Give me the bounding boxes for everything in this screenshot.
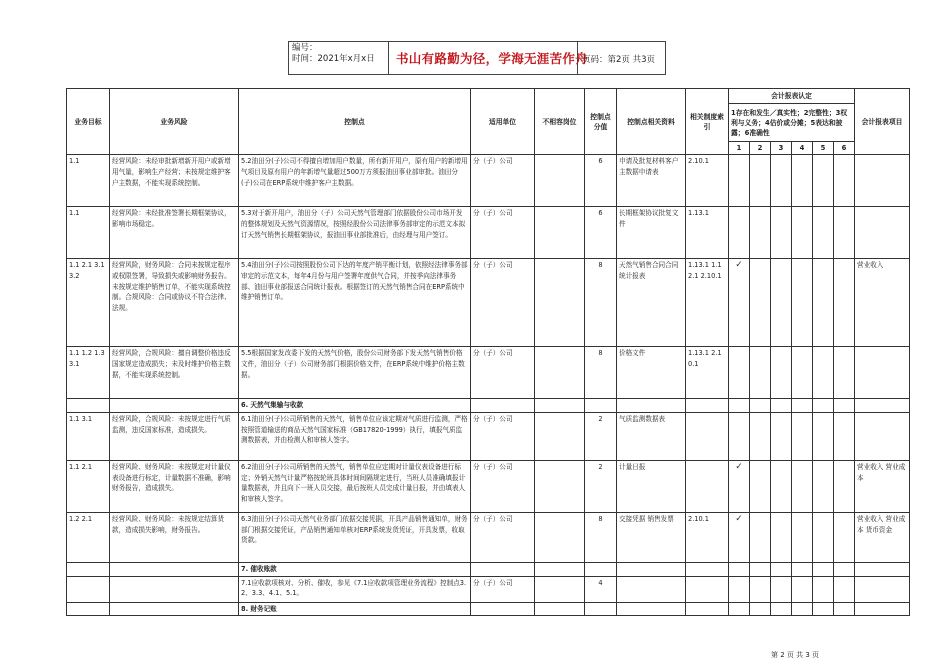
unit-cell: 分（子）公司 <box>471 412 535 460</box>
index-cell: 1.13.1 1.12.1 2.10.1 <box>686 259 729 347</box>
col-control-header: 控制点 <box>239 89 471 155</box>
motto-text: 书山有路勤为径，学海无涯苦作舟 <box>396 51 589 66</box>
assertion-description: 1存在和发生／真实性；2完整性；3权利与义务；4估价或分摊；5表达和披露；6准确性 <box>729 104 855 142</box>
control-cell: 5.2油田分(子)公司不得擅自增加用户数量，所有新开用户，原有用户的新增用气项目及原有用户的年新增气量超过500万方须报油田事业部审批。油田分(子)公司在ERP系统中维护客户主数据。 <box>239 155 471 207</box>
incompatible-cell <box>535 347 585 399</box>
assertion-cell <box>834 512 855 562</box>
unit-cell: 分（子）公司 <box>471 207 535 259</box>
col-unit-header: 适用单位 <box>471 89 535 155</box>
assertion-cell <box>834 347 855 399</box>
table-row <box>67 207 910 259</box>
control-cell: 5.3对于新开用户，油田分（子）公司天然气管理部门依据股份公司市场开发的整体规划及天然气资源情况，按照经股份公司法律事务部审定的示范文本拟订天然气销售长期框架协议，报油田事业部批准后，由经理与用户签订。 <box>239 207 471 259</box>
header-row <box>67 89 910 104</box>
report-items-cell: 营业收入 <box>855 259 910 347</box>
index-cell <box>686 460 729 512</box>
table-row <box>67 412 910 460</box>
assertion-col-2: 2 <box>750 142 771 155</box>
assertion-cell <box>813 207 834 259</box>
goal-cell: 1.1 <box>67 207 110 259</box>
assertion-cell <box>792 347 813 399</box>
assertion-cell <box>792 259 813 347</box>
report-items-cell <box>855 412 910 460</box>
index-cell <box>686 412 729 460</box>
unit-cell: 分（子）公司 <box>471 460 535 512</box>
table-row <box>67 460 910 512</box>
goal-cell: 1.1 1.2 1.3 3.1 <box>67 347 110 399</box>
risk-cell: 经营风险：未经审批新增新开用户或新增用气量，影响生产经营；未按规定维护客户主数据，不能实现系统控制。 <box>110 155 239 207</box>
assertion-cell <box>813 512 834 562</box>
report-items-cell: 营业收入 营业成本 <box>855 460 910 512</box>
assertion-cell <box>792 155 813 207</box>
assertion-col-4: 4 <box>792 142 813 155</box>
goal-cell: 1.1 <box>67 155 110 207</box>
section-row <box>67 602 910 616</box>
incompatible-cell <box>535 460 585 512</box>
section-row <box>67 562 910 576</box>
risk-cell: 经营风险，财务风险：合同未按规定程序或权限签署，导致损失或影响财务报告。未按规定维护销售订单，不能实现系统控制。合规风险：合同或协议不符合法律、法规。 <box>110 259 239 347</box>
control-cell: 7.1应收款项核对、分析、催收，参见《7.1应收款项管理业务流程》控制点3.2、3.3、4.1、5.1。 <box>239 576 471 602</box>
header-meta <box>292 43 375 65</box>
table-row <box>67 512 910 562</box>
assertion-cell <box>813 347 834 399</box>
assertion-cell <box>771 512 792 562</box>
assertion-cell <box>729 412 750 460</box>
report-items-cell: 营业收入 营业成本 货币资金 <box>855 512 910 562</box>
assertion-cell <box>792 512 813 562</box>
assertion-cell <box>834 460 855 512</box>
assertion-cell <box>729 207 750 259</box>
docs-cell: 价格文件 <box>617 347 686 399</box>
report-items-cell <box>855 207 910 259</box>
assertion-title: 会计报表认定 <box>729 89 855 104</box>
page-footer: 第 2 页 共 3 页 <box>771 651 820 659</box>
docs-cell: 天然气销售合同合同统计报表 <box>617 259 686 347</box>
score-cell: 6 <box>585 155 617 207</box>
risk-cell: 经营风险、财务风险：未按规定对计量仪表设备进行标定，计量数据不准确，影响财务报告，造成损失。 <box>110 460 239 512</box>
section-title: 8. 财务记账 <box>239 602 471 616</box>
assertion-cell <box>750 155 771 207</box>
col-index-header: 相关制度索引 <box>686 89 729 155</box>
unit-cell: 分（子）公司 <box>471 347 535 399</box>
assertion-cell <box>792 460 813 512</box>
assertion-cell <box>771 460 792 512</box>
unit-cell: 分（子）公司 <box>471 259 535 347</box>
col-incompatible-header: 不相容岗位 <box>535 89 585 155</box>
assertion-cell <box>771 155 792 207</box>
incompatible-cell <box>535 576 585 602</box>
table-row <box>67 259 910 347</box>
assertion-cell <box>792 207 813 259</box>
assertion-cell <box>834 259 855 347</box>
score-cell: 2 <box>585 460 617 512</box>
assertion-col-3: 3 <box>771 142 792 155</box>
col-docs-header: 控制点相关资料 <box>617 89 686 155</box>
assertion-col-1: 1 <box>729 142 750 155</box>
docs-cell: 长期框架协议批复文件 <box>617 207 686 259</box>
docs-cell: 申请及批复材料客户主数据申请表 <box>617 155 686 207</box>
assertion-cell <box>750 207 771 259</box>
incompatible-cell <box>535 412 585 460</box>
control-cell: 6.1油田分(子)公司所销售的天然气，销售单位应该定期对气质进行监测，严格按照管道输送的商品天然气国家标准（GB17820-1999）执行，填报气质监测数据表，并由检测人和审核人签字。 <box>239 412 471 460</box>
table-row <box>67 576 910 602</box>
check-mark: ✓ <box>735 513 743 524</box>
section-title: 6. 天然气集输与收款 <box>239 399 471 413</box>
index-cell: 1.13.1 2.10.1 <box>686 347 729 399</box>
table-row <box>67 347 910 399</box>
risk-cell: 经营风险、财务风险：未按规定结算货款，造成损失影响，财务报告。 <box>110 512 239 562</box>
docs-cell: 计量日报 <box>617 460 686 512</box>
assertion-cell <box>771 259 792 347</box>
check-mark: ✓ <box>735 461 743 472</box>
incompatible-cell <box>535 512 585 562</box>
score-cell: 8 <box>585 512 617 562</box>
assertion-col-6: 6 <box>834 142 855 155</box>
assertion-cell <box>729 259 750 347</box>
assertion-col-5: 5 <box>813 142 834 155</box>
unit-cell: 分（子）公司 <box>471 512 535 562</box>
assertion-cell <box>729 347 750 399</box>
page-indicator: 页码：第2页 共3页 <box>582 55 656 65</box>
score-cell: 8 <box>585 259 617 347</box>
assertion-cell <box>750 412 771 460</box>
score-cell: 2 <box>585 412 617 460</box>
risk-cell: 经营风险，合规风险：擅自调整价格违反国家规定造成损失；未及时维护价格主数据，不能实现系统控制。 <box>110 347 239 399</box>
control-cell: 5.5根据国家发改委下发的天然气价格，股份公司财务部下发天然气销售价格文件，油田分（子）公司财务部门根据价格文件，在ERP系统中维护价格主数据。 <box>239 347 471 399</box>
index-cell: 1.13.1 <box>686 207 729 259</box>
docs-cell: 交接凭据 销售发票 <box>617 512 686 562</box>
assertion-cell <box>771 347 792 399</box>
check-mark: ✓ <box>735 260 743 270</box>
assertion-cell <box>834 155 855 207</box>
incompatible-cell <box>535 155 585 207</box>
goal-cell: 1.1 2.1 3.1 3.2 <box>67 259 110 347</box>
table-row <box>67 155 910 207</box>
incompatible-cell <box>535 259 585 347</box>
header-divider <box>388 41 389 75</box>
goal-cell: 1.1 3.1 <box>67 412 110 460</box>
col-risk-header: 业务风险 <box>110 89 239 155</box>
assertion-cell <box>750 347 771 399</box>
assertion-cell <box>792 412 813 460</box>
unit-cell: 分（子）公司 <box>471 576 535 602</box>
goal-cell: 1.2 2.1 <box>67 512 110 562</box>
assertion-cell <box>813 460 834 512</box>
assertion-cell <box>813 155 834 207</box>
unit-cell: 分（子）公司 <box>471 155 535 207</box>
assertion-cell <box>834 412 855 460</box>
assertion-cell <box>813 412 834 460</box>
index-cell: 2.10.1 <box>686 512 729 562</box>
assertion-cell <box>729 460 750 512</box>
assertion-cell <box>813 259 834 347</box>
control-cell: 6.2油田分(子)公司所销售的天然气，销售单位应定期对计量仪表设备进行标定；外销天然气计量严格按轮班具体时间间隔规定进行，当班人员准确填报计量数据表，并且向下一班人员交接，最后按班人员完成计量日报，并由填表人和审核人签字。 <box>239 460 471 512</box>
report-items-cell <box>855 155 910 207</box>
col-score-header: 控制点分值 <box>585 89 617 155</box>
score-cell: 6 <box>585 207 617 259</box>
index-cell: 2.10.1 <box>686 155 729 207</box>
assertion-cell <box>771 207 792 259</box>
risk-cell: 经营风险：未经批准签署长期框架协议，影响市场稳定。 <box>110 207 239 259</box>
control-cell: 6.3油田分(子)公司天然气业务部门依据交接凭据，开具产品销售通知单，财务部门根据交接凭证，产品销售通知单核对ERP系统发货凭证，开具发票，收取货款。 <box>239 512 471 562</box>
assertion-cell <box>750 460 771 512</box>
assertion-cell <box>771 412 792 460</box>
assertion-cell <box>834 207 855 259</box>
col-report-items-header: 会计报表项目 <box>855 89 910 155</box>
docs-cell: 气质监测数据表 <box>617 412 686 460</box>
control-cell: 5.4油田分(子)公司按照股份公司下达的年度产销平衡计划，依照经法律事务部审定的示范文本，每年4月份与用户签署年度供气合同，并按季向法律事务部、油田事业部报送合同统计报表。根据签订的天然气销售合同在ERP系统中维护销售订单。 <box>239 259 471 347</box>
score-cell: 4 <box>585 576 617 602</box>
section-title: 7. 催收账款 <box>239 562 471 576</box>
risk-cell: 经营风险，合规风险：未按规定进行气质监测，违反国家标准，造成损失。 <box>110 412 239 460</box>
incompatible-cell <box>535 207 585 259</box>
report-items-cell <box>855 347 910 399</box>
assertion-cell <box>750 259 771 347</box>
number-label: 编号： <box>292 43 318 53</box>
control-matrix-table <box>66 88 910 616</box>
assertion-cell <box>729 155 750 207</box>
assertion-cell <box>750 512 771 562</box>
score-cell: 8 <box>585 347 617 399</box>
assertion-cell <box>729 512 750 562</box>
col-goal-header: 业务目标 <box>67 89 110 155</box>
goal-cell: 1.1 2.1 <box>67 460 110 512</box>
section-row <box>67 399 910 413</box>
time-label: 时间：2021年x月x日 <box>292 54 375 64</box>
